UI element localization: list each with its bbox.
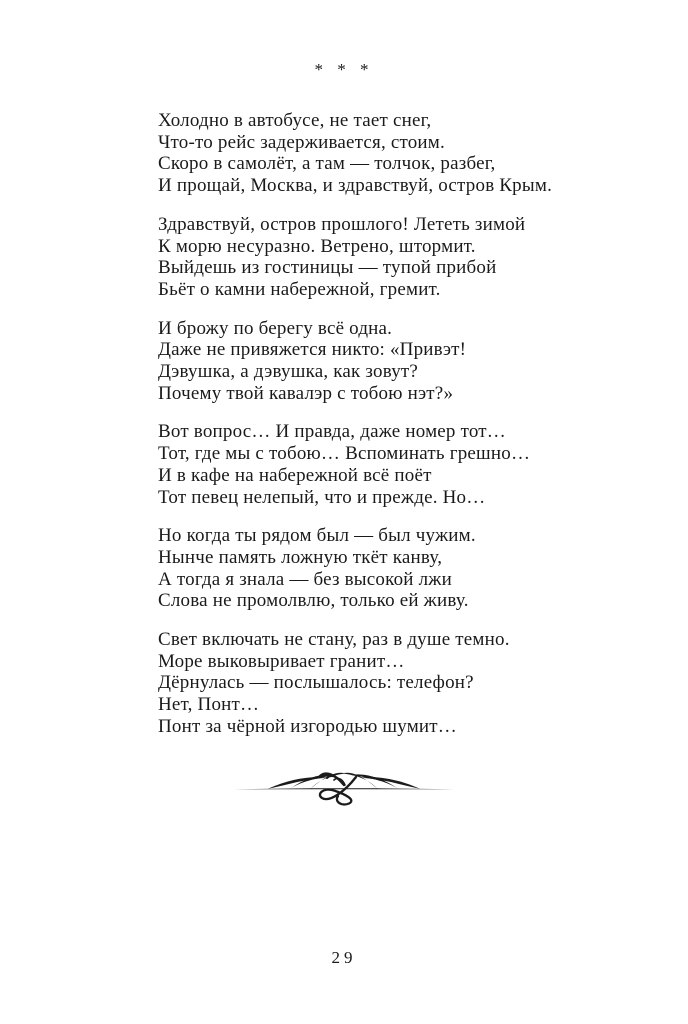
poem-line: Бьёт о камни набережной, гремит. — [158, 278, 441, 300]
stanza-1 — [158, 110, 552, 197]
poem-line: Тот, где мы с тобою… Вспоминать грешно… — [158, 443, 531, 465]
stanza-6 — [158, 629, 552, 738]
poem-line: Что-то рейс задерживается, стоим. — [158, 131, 445, 153]
poem-line: А тогда я знала — без высокой лжи — [158, 568, 452, 590]
poem-line: И прощай, Москва, и здравствуй, остров Крым. — [158, 175, 553, 197]
poem-line: Свет включать не стану, раз в душе темно. — [158, 629, 510, 651]
poem-line: Почему твой кавалэр с тобою нэт?» — [158, 382, 454, 404]
flourish-divider — [232, 768, 456, 808]
stanza-2 — [158, 214, 552, 301]
poem-line: Вот вопрос… И правда, даже номер тот… — [158, 421, 506, 443]
poem-line: Нынче память ложную ткёт канву, — [158, 546, 443, 568]
poem-line: Нет, Понт… — [158, 694, 260, 716]
page-number: 29 — [331, 948, 357, 967]
poem-line: Холодно в автобусе, не тает снег, — [158, 110, 432, 131]
poem-line: И в кафе на набережной всё поёт — [158, 464, 432, 486]
poem-line: К морю несуразно. Ветрено, штормит. — [158, 235, 476, 257]
poem-line: Здравствуй, остров прошлого! Лететь зимой — [158, 213, 526, 235]
poem-line: Дёрнулась — послышалось: телефон? — [158, 672, 474, 694]
poem-text-block — [158, 110, 552, 755]
poem-line: Тот певец нелепый, что и прежде. Но… — [158, 486, 486, 508]
poem-line: Но когда ты рядом был — был чужим. — [158, 525, 476, 547]
stanza-4 — [158, 421, 552, 508]
section-marker: * * * — [314, 60, 374, 79]
poem-line: Скоро в самолёт, а там — толчок, разбег, — [158, 153, 496, 175]
stanza-3 — [158, 318, 552, 405]
stanza-5 — [158, 525, 552, 612]
poem-line: И брожу по берегу всё одна. — [158, 317, 393, 339]
poem-line: Понт за чёрной изгородью шумит… — [158, 715, 458, 737]
poem-line: Море выковыривает гранит… — [158, 650, 405, 672]
poem-line: Дэвушка, а дэвушка, как зовут? — [158, 361, 419, 383]
poem-line: Слова не промолвлю, только ей живу. — [158, 590, 469, 612]
calligraphic-flourish-icon — [232, 768, 456, 808]
poem-line: Даже не привяжется никто: «Привэт! — [158, 339, 467, 361]
poem-line: Выйдешь из гостиницы — тупой прибой — [158, 257, 497, 279]
